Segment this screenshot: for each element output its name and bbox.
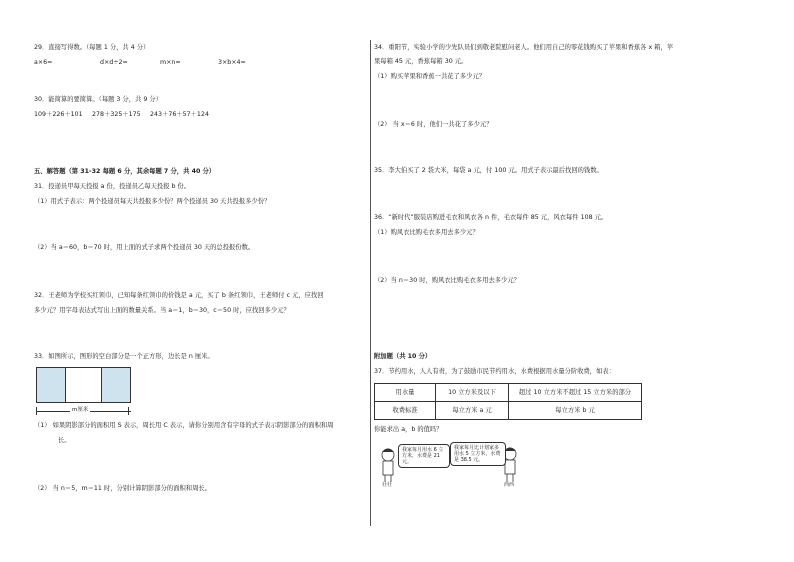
q36-stem: 36．“新时代”服装店购进毛衣和风衣各 n 件，毛衣每件 85 元，风衣每件 108 元。 xyxy=(374,214,608,221)
cartoon-illustration xyxy=(378,440,538,490)
table-cell: 用水量 xyxy=(375,384,436,402)
q31-part2: （2）当 a＝60，b＝70 时，用上面的式子求两个投递员 30 天的总投报份数。 xyxy=(34,244,255,251)
q29-item-2: d×d÷2= xyxy=(100,59,128,66)
table-row xyxy=(375,402,642,420)
q29-title: 29．直接写得数。（每题 1 分，共 4 分） xyxy=(34,44,150,51)
shaded-part-right xyxy=(101,368,130,402)
table-cell: 10 立方米及以下 xyxy=(436,384,509,402)
q37-question: 你能求出 a，b 的值吗？ xyxy=(374,426,443,433)
width-dimension xyxy=(36,407,131,415)
q36-part1: （1）购风衣比购毛衣多用去多少元？ xyxy=(374,229,479,236)
q29-item-4: 3×b×4= xyxy=(218,59,246,66)
q30-item-1: 109＋226＋101 xyxy=(34,111,83,118)
q30-title: 30．能简算的要简算。（每题 3 分，共 9 分） xyxy=(34,96,162,103)
table-cell: 超过 10 立方米不超过 15 立方米的部分 xyxy=(509,384,642,402)
table-cell: 每立方米 b 元 xyxy=(509,402,642,420)
name-label-1: 壮壮 xyxy=(382,482,393,488)
q34-line1: 34．重阳节，实验小学的少先队员们到敬老院慰问老人。他们用自己的零花钱购买了苹果和香蕉各 x 箱，苹 xyxy=(374,44,674,51)
q33-stem: 33．如图所示，图形的空白部分是一个正方形，边长是 n 厘米。 xyxy=(34,353,214,360)
shaded-part-left xyxy=(37,368,66,402)
q32-line1: 32．王老师为学校买红领巾，已知每条红领巾的价钱是 a 元，买了 b 条红领巾，王老师付 c 元，应找回 xyxy=(34,292,324,299)
q32-line2: 多少元？用字母表达式写出上面的数量关系。当 a＝1，b＝30，c＝50 时，应找回多少元？ xyxy=(34,307,290,314)
section-5-heading: 五、解答题（第 31-32 每题 6 分，其余每题 7 分，共 40 分） xyxy=(34,168,216,175)
q31-stem: 31．投递员甲每天投报 a 份，投递员乙每天投报 b 份。 xyxy=(34,183,191,190)
speech-bubble-2: 我家每月比计划家多用水 5 立方米，水费是 38.5 元。 xyxy=(450,442,506,466)
bonus-heading: 附加题（共 10 分） xyxy=(374,353,432,360)
q31-part1: （1）用式子表示：两个投递员每天共投报多少份？两个投递员 30 天共投报多少份？ xyxy=(34,198,271,205)
q33-part2: （2） 当 n＝5，m＝11 时，分别计算阴影部分的面积和周长。 xyxy=(34,485,211,492)
q30-item-2: 278＋325＋175 xyxy=(92,111,141,118)
q29-item-1: a×6= xyxy=(34,59,53,66)
q29-item-3: m×n= xyxy=(160,59,181,66)
q37-stem: 37．节约用水，人人有责，为了鼓励市民节约用水，水费根据用水量分阶收费，如表： xyxy=(374,368,615,375)
q36-part2: （2）当 n＝30 时，购风衣比购毛衣多用去多少元？ xyxy=(374,277,520,284)
rectangle-figure xyxy=(36,367,131,403)
table-cell: 每立方米 a 元 xyxy=(436,402,509,420)
table-cell: 收费标准 xyxy=(375,402,436,420)
q30-item-3: 243＋76＋57＋124 xyxy=(150,111,209,118)
name-label-2: 西西 xyxy=(504,482,515,488)
q33-part1-cont: 长。 xyxy=(58,437,71,444)
q34-part2: （2） 当 x＝6 时，他们一共花了多少元？ xyxy=(374,121,493,128)
speech-bubble-1: 我家每月用水 6 立方米，水费是 21 元。 xyxy=(398,444,450,468)
q34-line2: 果每箱 45 元，香蕉每箱 30 元。 xyxy=(374,58,468,65)
water-fee-table xyxy=(374,383,642,420)
q34-part1: （1）购买苹果和香蕉一共花了多少元？ xyxy=(374,73,486,80)
table-row xyxy=(375,384,642,402)
column-divider xyxy=(370,40,371,526)
dimension-label: m厘米 xyxy=(72,407,89,413)
q33-part1: （1） 如果阴影部分的面积用 S 表示，周长用 C 表示，请你分别用含有字母的式子表示阴影部分的面积和周 xyxy=(34,422,334,429)
q35: 35．李大伯买了 2 袋大米，每袋 a 元，付 100 元。用式子表示最后找回的钱数。 xyxy=(374,167,603,174)
